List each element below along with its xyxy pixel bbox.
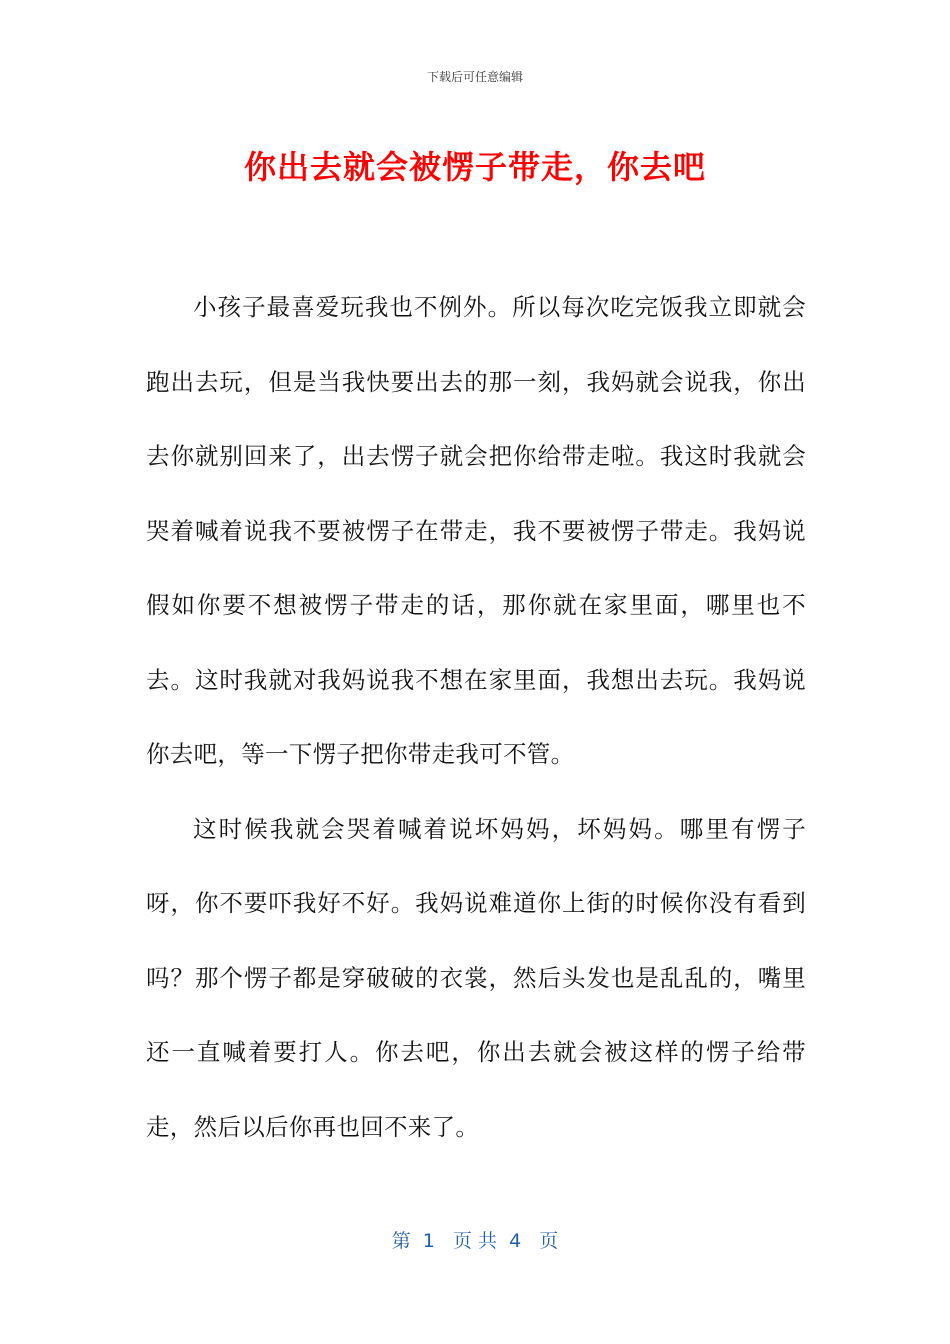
paragraph-2: 这时候我就会哭着喊着说坏妈妈，坏妈妈。哪里有愣子呀，你不要吓我好不好。我妈说难道你上街的时候你没有看到吗？那个愣子都是穿破破的衣裳，然后头发也是乱乱的，嘴里还一直喊着要打人。你去吧，你出去就会被这样的愣子给带走，然后以后你再也回不来了。	[146, 814, 806, 1141]
header-note: 下载后可任意编辑	[426, 70, 523, 84]
document-title: 你出去就会被愣子带走，你去吧	[243, 148, 706, 186]
page-number-footer: 第 1 页 共 4 页	[391, 1230, 559, 1252]
document-body	[146, 270, 806, 1164]
paragraph-1: 小孩子最喜爱玩我也不例外。所以每次吃完饭我立即就会跑出去玩，但是当我快要出去的那一刻，我妈就会说我，你出去你就别回来了，出去愣子就会把你给带走啦。我这时我就会哭着喊着说我不要被愣子在带走，我不要被愣子带走。我妈说假如你要不想被愣子带走的话，那你就在家里面，哪里也不去。这时我就对我妈说我不想在家里面，我想出去玩。我妈说你去吧，等一下愣子把你带走我可不管。	[146, 293, 806, 768]
